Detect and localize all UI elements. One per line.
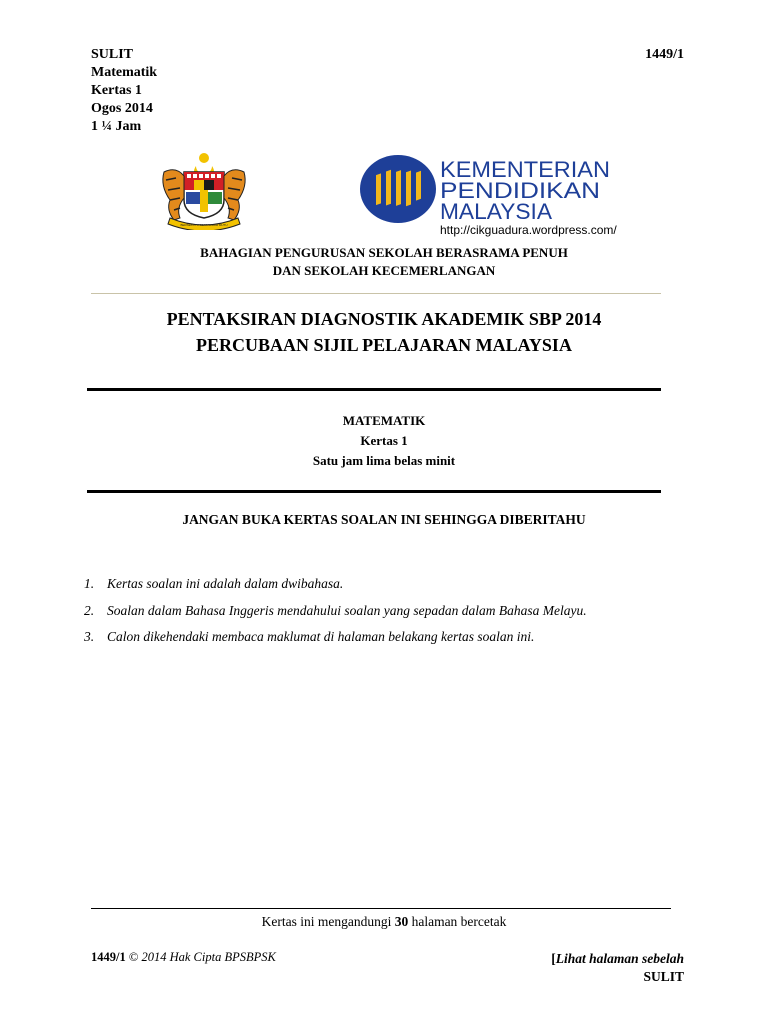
exam-title-line2: PERCUBAAN SIJIL PELAJARAN MALAYSIA bbox=[196, 335, 572, 355]
kpm-name-line2: PENDIDIKAN bbox=[440, 178, 600, 203]
instruction-number: 3. bbox=[84, 629, 95, 645]
footer-right bbox=[551, 950, 684, 986]
header-duration: 1 ¼ Jam bbox=[91, 119, 142, 134]
footer-classification: SULIT bbox=[643, 969, 684, 984]
next-page-note bbox=[551, 950, 684, 968]
page-count-note bbox=[0, 914, 768, 930]
instructions-list bbox=[84, 571, 587, 651]
header-classification: SULIT bbox=[91, 47, 134, 62]
kpm-name-line1: KEMENTERIAN bbox=[440, 157, 610, 182]
department-line2: DAN SEKOLAH KECEMERLANGAN bbox=[272, 263, 496, 278]
subject-block bbox=[0, 411, 768, 471]
instruction-item bbox=[84, 624, 587, 651]
divider-thick-bottom bbox=[87, 490, 661, 493]
coat-of-arms-logo bbox=[156, 152, 252, 230]
next-page-bracket: [ bbox=[551, 951, 556, 966]
instruction-number: 2. bbox=[84, 602, 95, 618]
header-paper: Kertas 1 bbox=[91, 83, 142, 98]
instruction-text: Soalan dalam Bahasa Inggeris mendahului soalan yang sepadan dalam Bahasa Melayu. bbox=[107, 602, 587, 618]
copyright-symbol: © bbox=[125, 950, 142, 964]
crest-motto: BERSEKUTU BERTAMBAH MUTU bbox=[180, 223, 228, 227]
kpm-name-line3: MALAYSIA bbox=[440, 199, 553, 223]
divider bbox=[91, 293, 661, 294]
instruction-number: 1. bbox=[84, 576, 95, 592]
page-count-number: 30 bbox=[394, 914, 409, 929]
footer-paper-code: 1449/1 bbox=[91, 950, 126, 964]
kpm-logo bbox=[360, 155, 615, 223]
subject-duration: Satu jam lima belas minit bbox=[312, 453, 456, 468]
subject-paper: Kertas 1 bbox=[360, 433, 408, 448]
copyright-text: 2014 Hak Cipta BPSBPSK bbox=[141, 950, 276, 964]
instruction-item bbox=[84, 571, 587, 598]
next-page-text: Lihat halaman sebelah bbox=[555, 951, 684, 966]
page-count-suffix: halaman bercetak bbox=[408, 914, 507, 929]
instruction-text: Calon dikehendaki membaca maklumat di halaman belakang kertas soalan ini. bbox=[107, 629, 535, 645]
kpm-url-link[interactable]: http://cikguadura.wordpress.com/ bbox=[440, 223, 617, 237]
instruction-item bbox=[84, 598, 587, 625]
department-heading bbox=[0, 244, 768, 280]
header-date: Ogos 2014 bbox=[91, 101, 153, 116]
header-subject: Matematik bbox=[91, 65, 158, 80]
exam-title bbox=[0, 306, 768, 358]
subject-name: MATEMATIK bbox=[342, 413, 426, 428]
footer-divider bbox=[91, 908, 671, 909]
instruction-text: Kertas soalan ini adalah dalam dwibahasa. bbox=[107, 576, 344, 592]
department-line1: BAHAGIAN PENGURUSAN SEKOLAH BERASRAMA PENUH bbox=[200, 245, 568, 260]
copyright-line bbox=[91, 950, 276, 965]
page-count-prefix: Kertas ini mengandungi bbox=[261, 914, 395, 929]
divider-thick-top bbox=[87, 388, 661, 391]
do-not-open-warning: JANGAN BUKA KERTAS SOALAN INI SEHINGGA DIBERITAHU bbox=[182, 512, 586, 527]
exam-title-line1: PENTAKSIRAN DIAGNOSTIK AKADEMIK SBP 2014 bbox=[166, 309, 602, 329]
header-info bbox=[91, 46, 157, 136]
kpm-emblem-icon bbox=[360, 155, 615, 223]
header-paper-code: 1449/1 bbox=[645, 47, 684, 62]
